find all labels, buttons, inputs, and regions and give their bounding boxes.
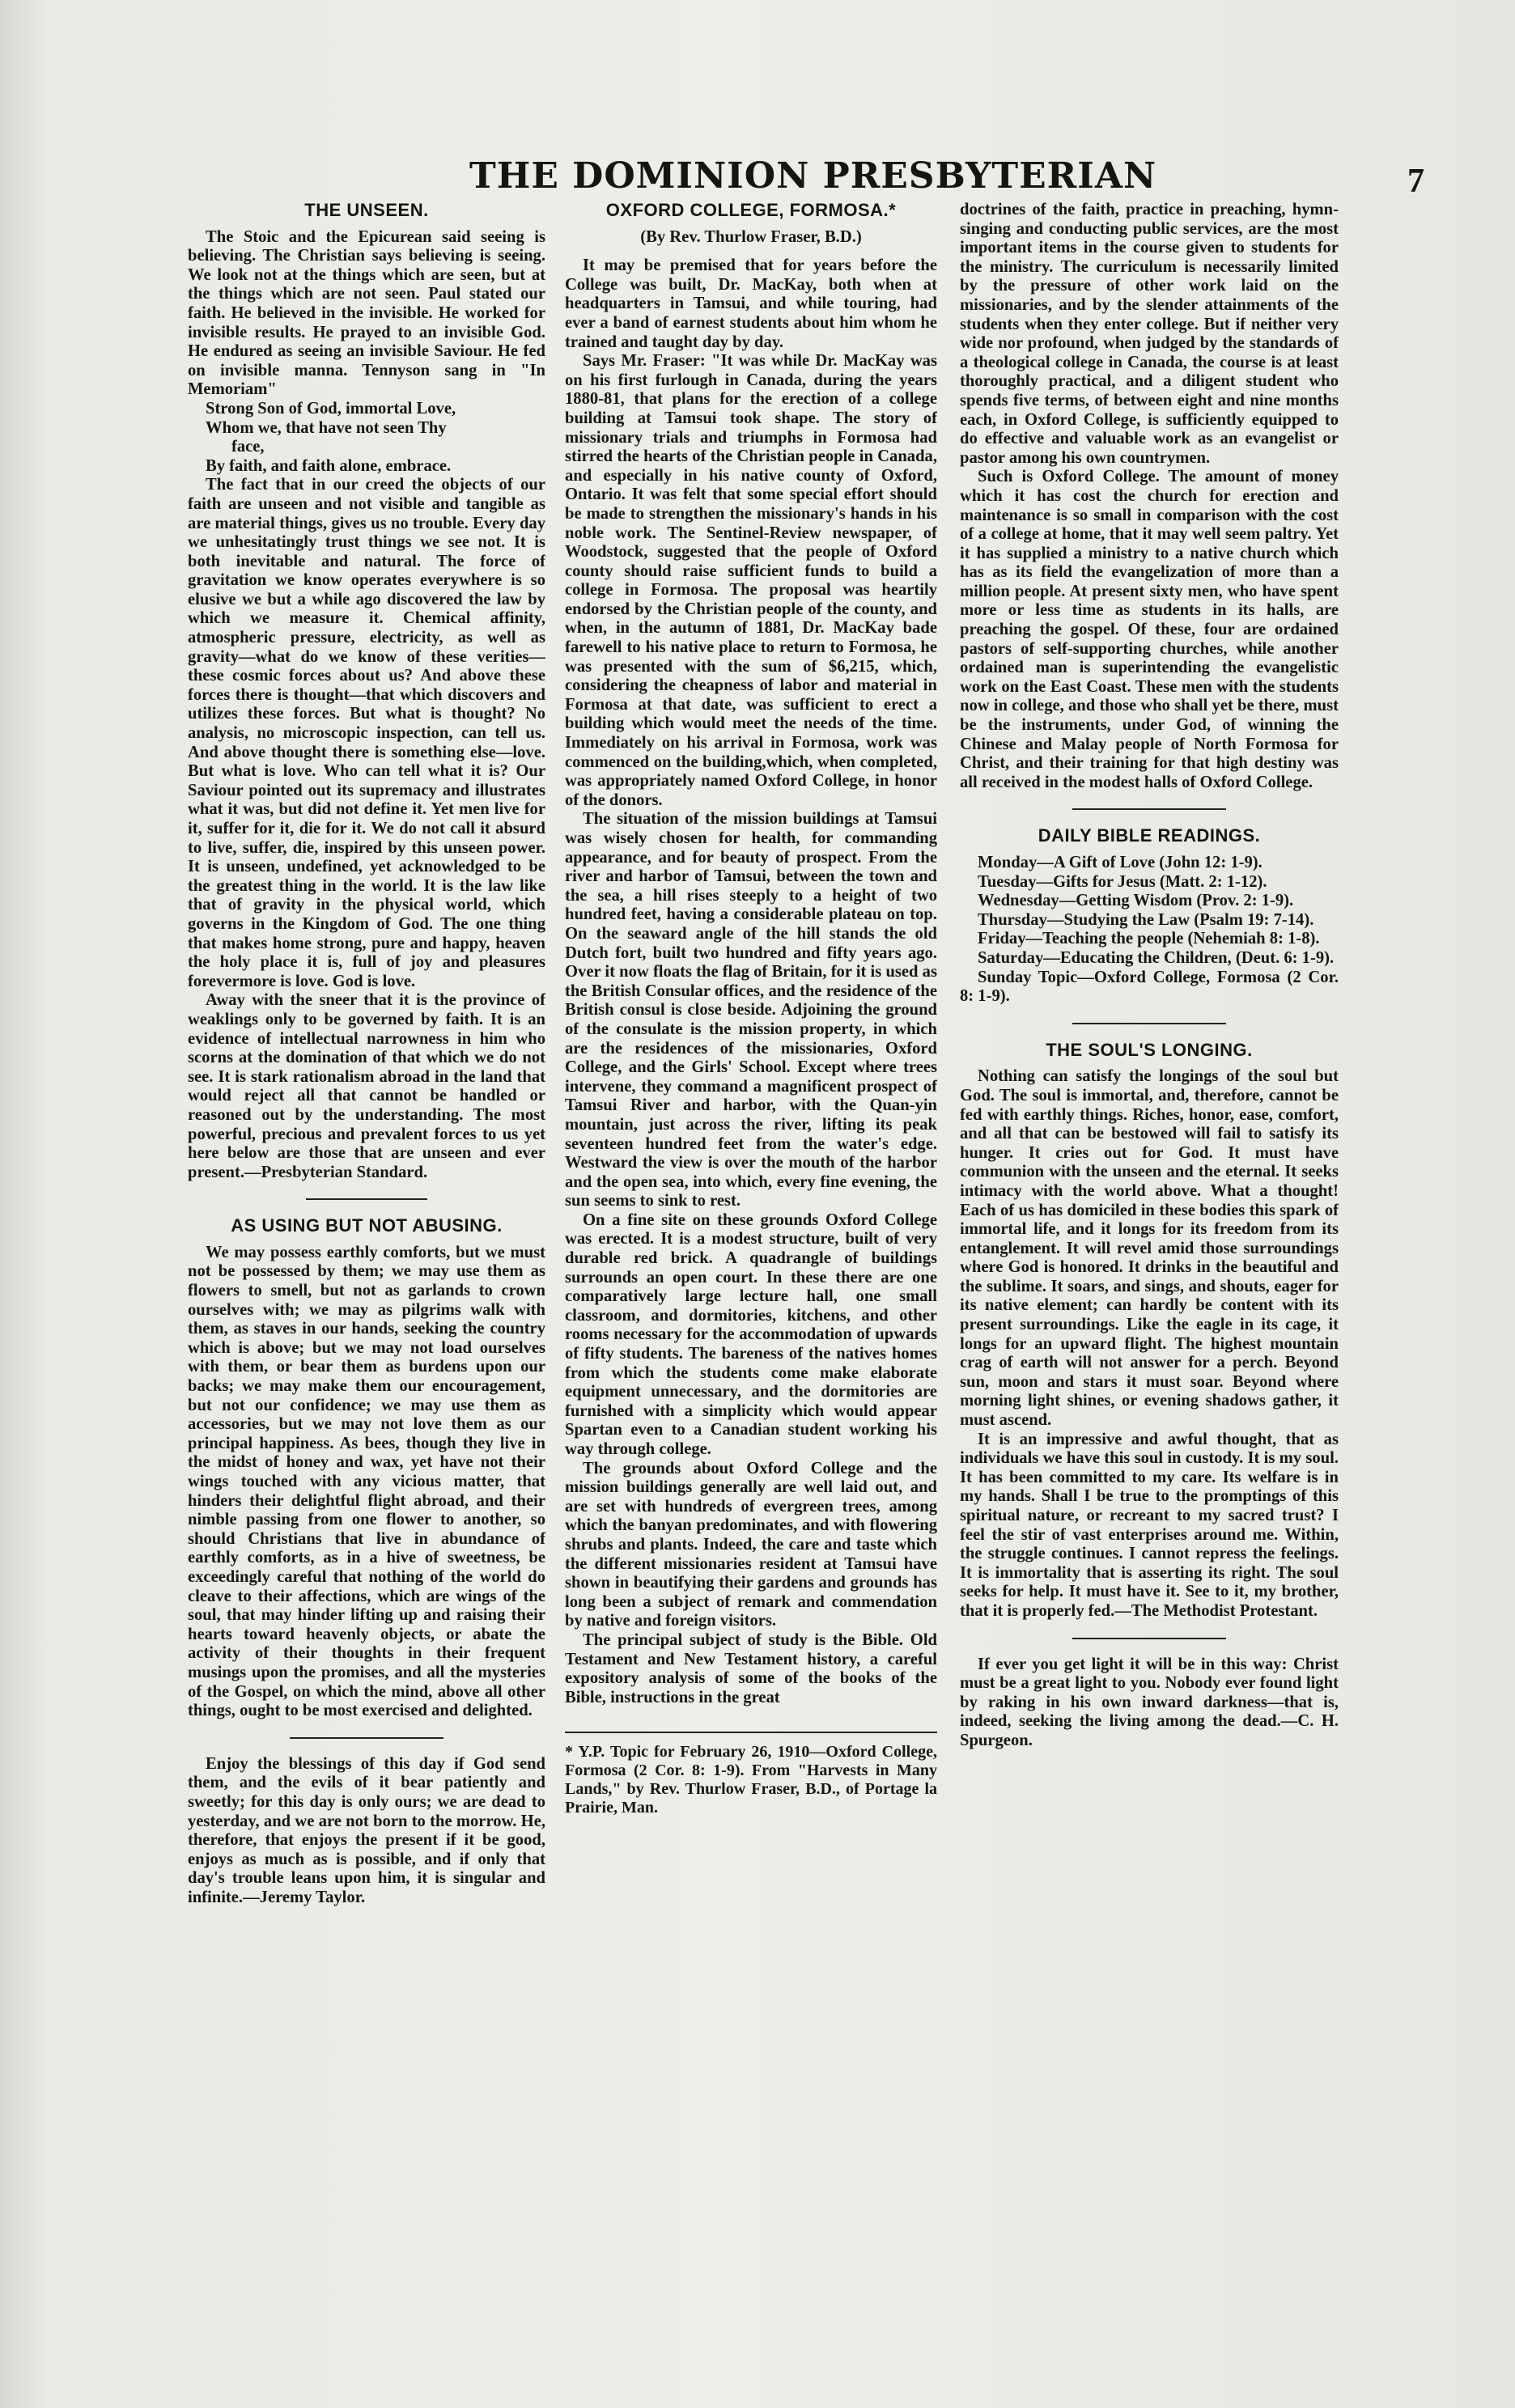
page-header	[469, 155, 1424, 204]
paragraph: Away with the sneer that it is the province of weaklings only to be governed by faith. It is an evidence of intellectual narrowness in him who scorns at the domination of that which we do not see. It is stark rationalism abroad in the land that would reject all that cannot be handled or reasoned out by the understanding. The most powerful, precious and prevalent forces to us yet here below are those that are unseen and ever present.—Presbyterian Standard.	[188, 991, 545, 1181]
reading-item: Wednesday—Getting Wisdom (Prov. 2: 1-9).	[978, 892, 1294, 910]
section-divider	[290, 1737, 443, 1739]
section-divider	[1072, 1023, 1226, 1024]
section-divider	[306, 1198, 427, 1200]
paragraph: Such is Oxford College. The amount of money which it has cost the church for erection and maintenance is so small in comparison with the cost of a college at home, that it may well seem paltry. Yet it has supplied a ministry to a native church which has as its field the evangelization of more than a million people. At present sixty men, who have spent more or less time as students in its halls, are preaching the gospel. Of these, four are ordained pastors of self-supporting churches, while another ordained man is superintending the evangelistic work on the East Coast. These men with the students now in college, and those who shall yet be there, must be the instruments, under God, of winning the Chinese and Malay people of North Formosa for Christ, and their training for that high destiny was all received in the modest halls of Oxford College.	[960, 468, 1339, 791]
paragraph: Enjoy the blessings of this day if God send them, and the evils of it bear patiently and sweetly; for this day is only ours; we are dead to yesterday, and we are not born to the morrow. He, therefore, that enjoys the present if it be good, enjoys as much as is possible, and if only that day's trouble leans upon him, it is singular and infinite.—Jeremy Taylor.	[188, 1754, 545, 1906]
reading-item: Monday—A Gift of Love (John 12: 1-9).	[978, 854, 1262, 871]
column-left	[188, 201, 545, 2369]
page-number: 7	[1407, 163, 1424, 200]
paragraph: The grounds about Oxford College and the mission buildings generally are well laid out, and are set with hundreds of evergreen trees, among which the banyan predominates, and with flowering shrubs and plants. Indeed, the care and taste which the different missionaries resident at Tamsui have shown in beautifying their gardens and grounds has long been a subject of remark and commendation by native and foreign visitors.	[565, 1459, 937, 1630]
paragraph: It is an impressive and awful thought, that as individuals we have this soul in custody. It is my soul. It has been committed to my care. Its welfare is in my hands. Shall I be true to the promptings of this spiritual nature, or recreant to my sacred trust? I feel the stir of vast enterprises around me. Within, the struggle continues. I cannot repress the feelings. It is immortality that is asserting its right. The soul seeks for help. It must have it. See to it, my brother, that it is properly fed.—The Methodist Protestant.	[960, 1430, 1339, 1620]
article-heading-the-unseen: THE UNSEEN.	[304, 201, 429, 220]
paragraph: doctrines of the faith, practice in preaching, hymn-singing and conducting public services, are the most important items in the course given to students for the ministry. The curriculum is necessarily limited by the pressure of other work laid on the missionaries, and by the slender attainments of the students when they enter college. But if neither very wide nor profound, when judged by the standards of a theological college in Canada, the course is at least thoroughly practical, and a diligent student who spends five terms, of between eight and nine months each, in Oxford College, is sufficiently equipped to do effective and valuable work as an evangelist or pastor among his own countrymen.	[960, 201, 1339, 467]
article-byline: (By Rev. Thurlow Fraser, B.D.)	[640, 227, 862, 246]
newspaper-title: THE DOMINION PRESBYTERIAN	[469, 155, 1157, 197]
article-heading-daily-bible-readings: DAILY BIBLE READINGS.	[1038, 825, 1261, 846]
poem-line: By faith, and faith alone, embrace.	[206, 456, 452, 475]
readings-list	[960, 854, 1339, 1007]
footnote-divider	[565, 1732, 937, 1733]
paragraph: Says Mr. Fraser: "It was while Dr. MacKay was on his first furlough in Canada, during the years 1880-81, that plans for the erection of a college building at Tamsui took shape. The story of missionary trials and triumphs in Formosa had stirred the hearts of the Christian people in Canada, and especially in his native county of Oxford, Ontario. It was felt that some special effort should be made to strengthen the missionary's hands in his noble work. The Sentinel-Review newspaper, of Woodstock, suggested that the people of Oxford county should raise sufficient funds to build a college in Formosa. The proposal was heartily endorsed by the Christian people of the county, and when, in the autumn of 1881, Dr. MacKay bade farewell to his native place to return to Formosa, he was presented with the sum of $6,215, which, considering the cheapness of labor and material in Formosa at that date, was sufficient to erect a building which would meet the needs of the time. Immediately on his arrival in Formosa, work was commenced on the building,which, when completed, was appropriately named Oxford College, in honor of the donors.	[565, 352, 937, 809]
paragraph: Nothing can satisfy the longings of the soul but God. The soul is immortal, and, therefore, cannot be fed with earthly things. Riches, honor, ease, comfort, and all that can be bestowed will fail to satisfy its hunger. It cries out for God. It must have communion with the unseen and the eternal. It seeks intimacy with the world above. What a thought! Each of us has domiciled in these bodies this spark of immortal life, and it longs for its freedom from its entanglement. It will revel amid those surroundings where God is honored. It drinks in the beautiful and the sublime. It soars, and sings, and shouts, eager for its native element; can hardly be content with its present surroundings. Like the eagle in its cage, it longs for an upward flight. The highest mountain crag of earth will not answer for a perch. Beyond sun, moon and stars it must soar. Beyond where morning light shines, or evening shadows gather, it must ascend.	[960, 1067, 1339, 1430]
paragraph: On a fine site on these grounds Oxford College was erected. It is a modest structure, built of very durable red brick. A quadrangle of buildings surrounds an open court. In these there are one comparatively large lecture hall, one small classroom, and dormitories, kitchens, and other rooms necessary for the accommodation of upwards of fifty students. The bareness of the natives homes from which the students come make elaborate equipment unnecessary, and the dormitories are furnished with a simplicity which would appear Spartan even to a Canadian student working his way through college.	[565, 1210, 937, 1458]
paragraph: We may possess earthly comforts, but we must not be possessed by them; we may use them as flowers to smell, but not as garlands to crown ourselves with; we may as pilgrims walk with them, as staves in our hands, seeking the country which is above; but we may not load ourselves with them, or bear them as burdens upon our backs; we may make them our encouragement, but not our confidence; we may use them as accessories, but we may not love them as our principal happiness. As bees, though they live in the midst of honey and wax, yet have not their wings touched with any vicious matter, that hinders their delightful flight abroad, and their nimble passing from one flower to another, so should Christians that live in abundance of earthly comforts, as in a hive of sweetness, be exceedingly careful that nothing of the world do cleave to their affections, which are wings of the soul, that may hinder lifting up and raising their hearts toward heavenly objects, or abate the activity of their thoughts in their frequent musings upon the promises, and all the mysteries of the Gospel, on which the mind, above all other things, ought to be most exercised and delighted.	[188, 1243, 545, 1720]
column-right	[960, 201, 1339, 2369]
poem-line: Strong Son of God, immortal Love,	[206, 399, 456, 418]
reading-item: Saturday—Educating the Children, (Deut. 6: 1-9).	[978, 948, 1335, 967]
paragraph: It may be premised that for years before the College was built, Dr. MacKay, both when at headquarters in Tamsui, and while touring, had ever a band of earnest students about him whom he trained and taught day by day.	[565, 256, 937, 351]
footnote: * Y.P. Topic for February 26, 1910—Oxford College, Formosa (2 Cor. 8: 1-9). From "Harvests in Many Lands," by Rev. Thurlow Fraser, B.D., of Portage la Prairie, Man.	[565, 1743, 937, 1817]
paragraph: The fact that in our creed the objects of our faith are unseen and not visible and tangible as are material things, gives us no trouble. Every day we unhesitatingly trust things we see not. It is both inevitable and natural. The force of gravitation we know operates everywhere is so elusive we but a while ago discovered the law by which we measure it. Chemical affinity, atmospheric pressure, electricity, as well as gravity—what do we know of these verities—these cosmic forces about us? And above these forces there is thought—that which discovers and utilizes these forces. But what is thought? No analysis, no microscopic inspection, can tell us. And above thought there is something else—love. But what is love. Who can tell what it is? Our Saviour pointed out its supremacy and illustrates what it was, but did not define it. Yet men live for it, suffer for it, die for it. We do not call it absurd to live, suffer, die, inspired by this unseen power. It is unseen, undefined, yet acknowledged to be the greatest thing in the world. It is the law like that of gravity in the physical world, which governs in the Kingdom of God. The one thing that makes home strong, pure and happy, heaven the holy place it is, full of joy and pleasures forevermore is love. God is love.	[188, 476, 545, 990]
article-heading-as-using: AS USING BUT NOT ABUSING.	[231, 1215, 503, 1236]
section-divider	[1072, 808, 1226, 810]
article-heading-souls-longing: THE SOUL'S LONGING.	[1046, 1039, 1253, 1060]
reading-item: Sunday Topic—Oxford College, Formosa (2 Cor. 8: 1-9).	[960, 968, 1339, 1006]
section-divider	[1072, 1638, 1226, 1639]
column-middle	[565, 201, 937, 2369]
article-heading-oxford-college: OXFORD COLLEGE, FORMOSA.*	[605, 201, 897, 220]
paragraph: The Stoic and the Epicurean said seeing is believing. The Christian says believing is seeing. We look not at the things which are seen, but at the things which are not seen. Paul stated our faith. He believed in the invisible. He worked for invisible results. He prayed to an invisible God. He endured as seeing an invisible Saviour. He fed on invisible manna. Tennyson sang in "In Memoriam"	[188, 227, 545, 399]
poem-line: Whom we, that have not seen Thy	[206, 418, 447, 437]
paragraph: If ever you get light it will be in this way: Christ must be a great light to you. Nobody ever found light by raking in his own inward darkness—that is, indeed, seeking the living among the dead.—C. H. Spurgeon.	[960, 1655, 1339, 1749]
reading-item: Tuesday—Gifts for Jesus (Matt. 2: 1-12).	[978, 872, 1267, 891]
reading-item: Thursday—Studying the Law (Psalm 19: 7-14).	[978, 910, 1314, 929]
paragraph: The principal subject of study is the Bible. Old Testament and New Testament history, a careful expository analysis of some of the books of the Bible, instructions in the great	[565, 1630, 937, 1706]
poem-line: face,	[231, 438, 265, 456]
paragraph: The situation of the mission buildings at Tamsui was wisely chosen for health, for commanding appearance, and for beauty of prospect. From the river and harbor of Tamsui, between the town and the sea, a hill rises steeply to a height of two hundred feet, having a considerable plateau on top. On the seaward angle of the hill stands the old Dutch fort, built two hundred and fifty years ago. Over it now floats the flag of Britain, for it is used as the British Consular offices, and the residence of the British consul is close beside. Adjoining the ground of the consulate is the mission property, in which are the residences of the missionaries, Oxford College, and the Girls' School. Except where trees intervene, they command a magnificent prospect of Tamsui River and harbor, with the Quan-yin mountain, just across the river, lifting its peak seventeen hundred feet from the water's edge. Westward the view is over the mouth of the harbor and the open sea, into which, every fine evening, the sun seems to sink to rest.	[565, 810, 937, 1210]
reading-item: Friday—Teaching the people (Nehemiah 8: 1-8).	[978, 930, 1320, 948]
